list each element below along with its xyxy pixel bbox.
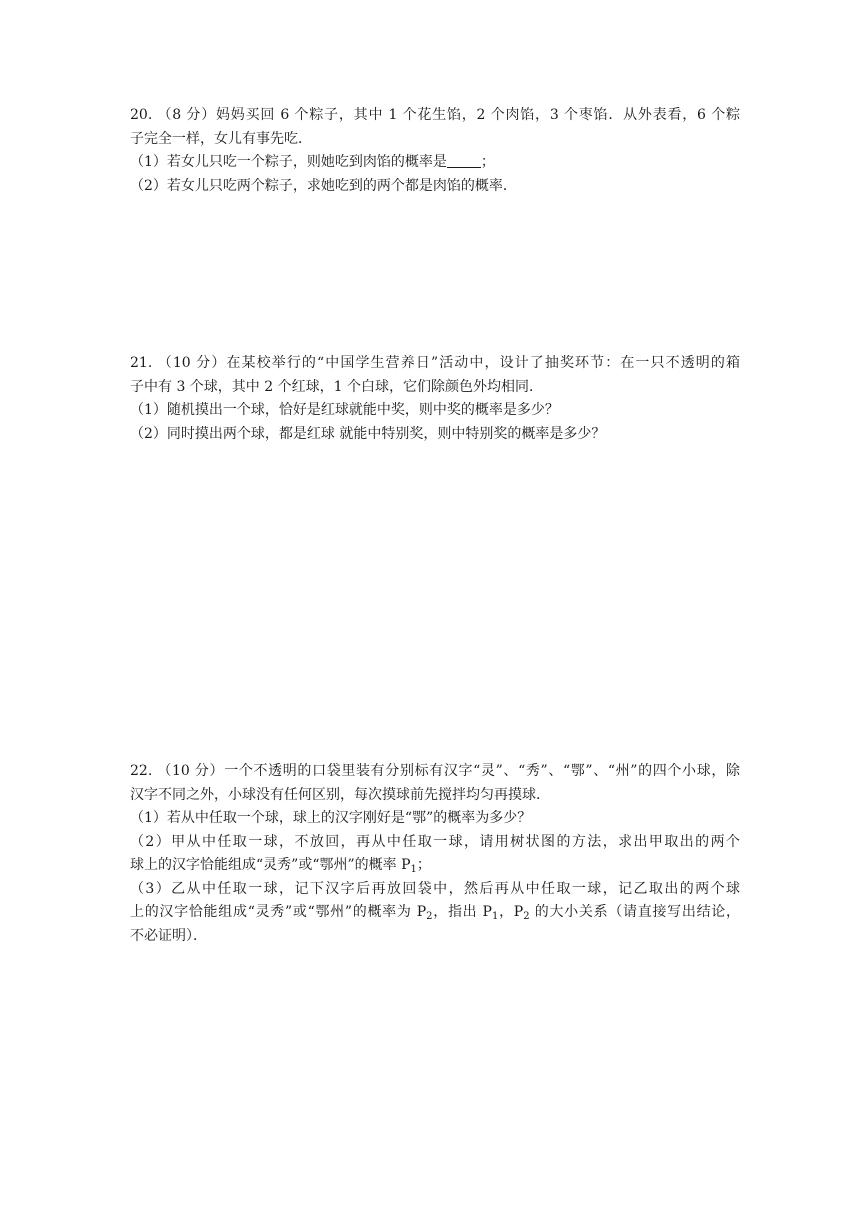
q20-part1-text: （1）若女儿只吃一个粽子，则她吃到肉馅的概率是: [130, 154, 447, 170]
q22-part2-end: ；: [416, 857, 431, 873]
p2-subscript: 2: [523, 911, 530, 922]
q20-part1: [130, 151, 740, 175]
q22-part3-text-a: 上的汉字恰能组成“灵秀”或“鄂州”的概率为 P: [130, 904, 427, 920]
q21-stem-line2: 子中有 3 个球，其中 2 个红球，1 个白球，它们除颜色外均相同．: [130, 378, 543, 395]
q20-stem-line1: 20. （8 分）妈妈买回 6 个粽子，其中 1 个花生馅，2 个肉馅，3 个枣馅．从外表看，6 个粽: [130, 107, 740, 123]
q20-part2: （2）若女儿只吃两个粽子，求她吃到的两个都是肉馅的概率．: [130, 177, 517, 194]
question-20: [130, 104, 740, 198]
question-21: [130, 352, 740, 446]
q21-part2: （2）同时摸出两个球，都是红球 就能中特别奖，则中特别奖的概率是多少？: [130, 425, 606, 442]
q22-stem-line1: 22. （10 分）一个不透明的口袋里装有分别标有汉字“灵”、“秀”、“鄂”、“州”的四个小球，除: [130, 763, 740, 779]
q22-part3-text-b: ，指出 P: [432, 904, 492, 920]
q22-part3-line1: （3）乙从中任取一球，记下汉字后再放回袋中，然后再从中任取一球，记乙取出的两个球: [130, 880, 740, 897]
q22-part3-text-d: 的大小关系（请直接写出结论，: [529, 904, 741, 920]
q22-part2-line1: （2）甲从中任取一球，不放回，再从中任取一球，请用树状图的方法，求出甲取出的两个: [130, 833, 740, 850]
q22-part3-text-c: ，P: [498, 904, 524, 920]
question-22: [130, 760, 740, 948]
q20-stem-line2: 子完全一样，女儿有事先吃．: [130, 130, 312, 147]
q21-part1: （1）随机摸出一个球，恰好是红球就能中奖，则中奖的概率是多少？: [130, 402, 559, 418]
q22-part2-text: 球上的汉字恰能组成“灵秀”或“鄂州”的概率 P: [130, 857, 411, 873]
q21-stem-line1: 21. （10 分）在某校举行的“中国学生营养日”活动中，设计了抽奖环节：在一只不透明的箱: [130, 355, 740, 371]
q20-part1-end: ；: [480, 154, 495, 170]
q22-part3-line3: 不必证明）．: [130, 927, 207, 944]
q22-part1: （1）若从中任取一个球，球上的汉字刚好是“鄂”的概率为多少？: [130, 810, 532, 826]
q22-part3-line2: [130, 901, 740, 925]
answer-blank[interactable]: [447, 153, 481, 168]
q22-stem-line2: 汉字不同之外，小球没有任何区别，每次摸球前先搅拌均匀再摸球．: [130, 786, 550, 803]
p1-subscript: 1: [491, 911, 499, 922]
p2-subscript: 2: [426, 911, 433, 922]
q22-part2-line2: [130, 854, 740, 878]
p1-subscript: 1: [410, 864, 417, 875]
